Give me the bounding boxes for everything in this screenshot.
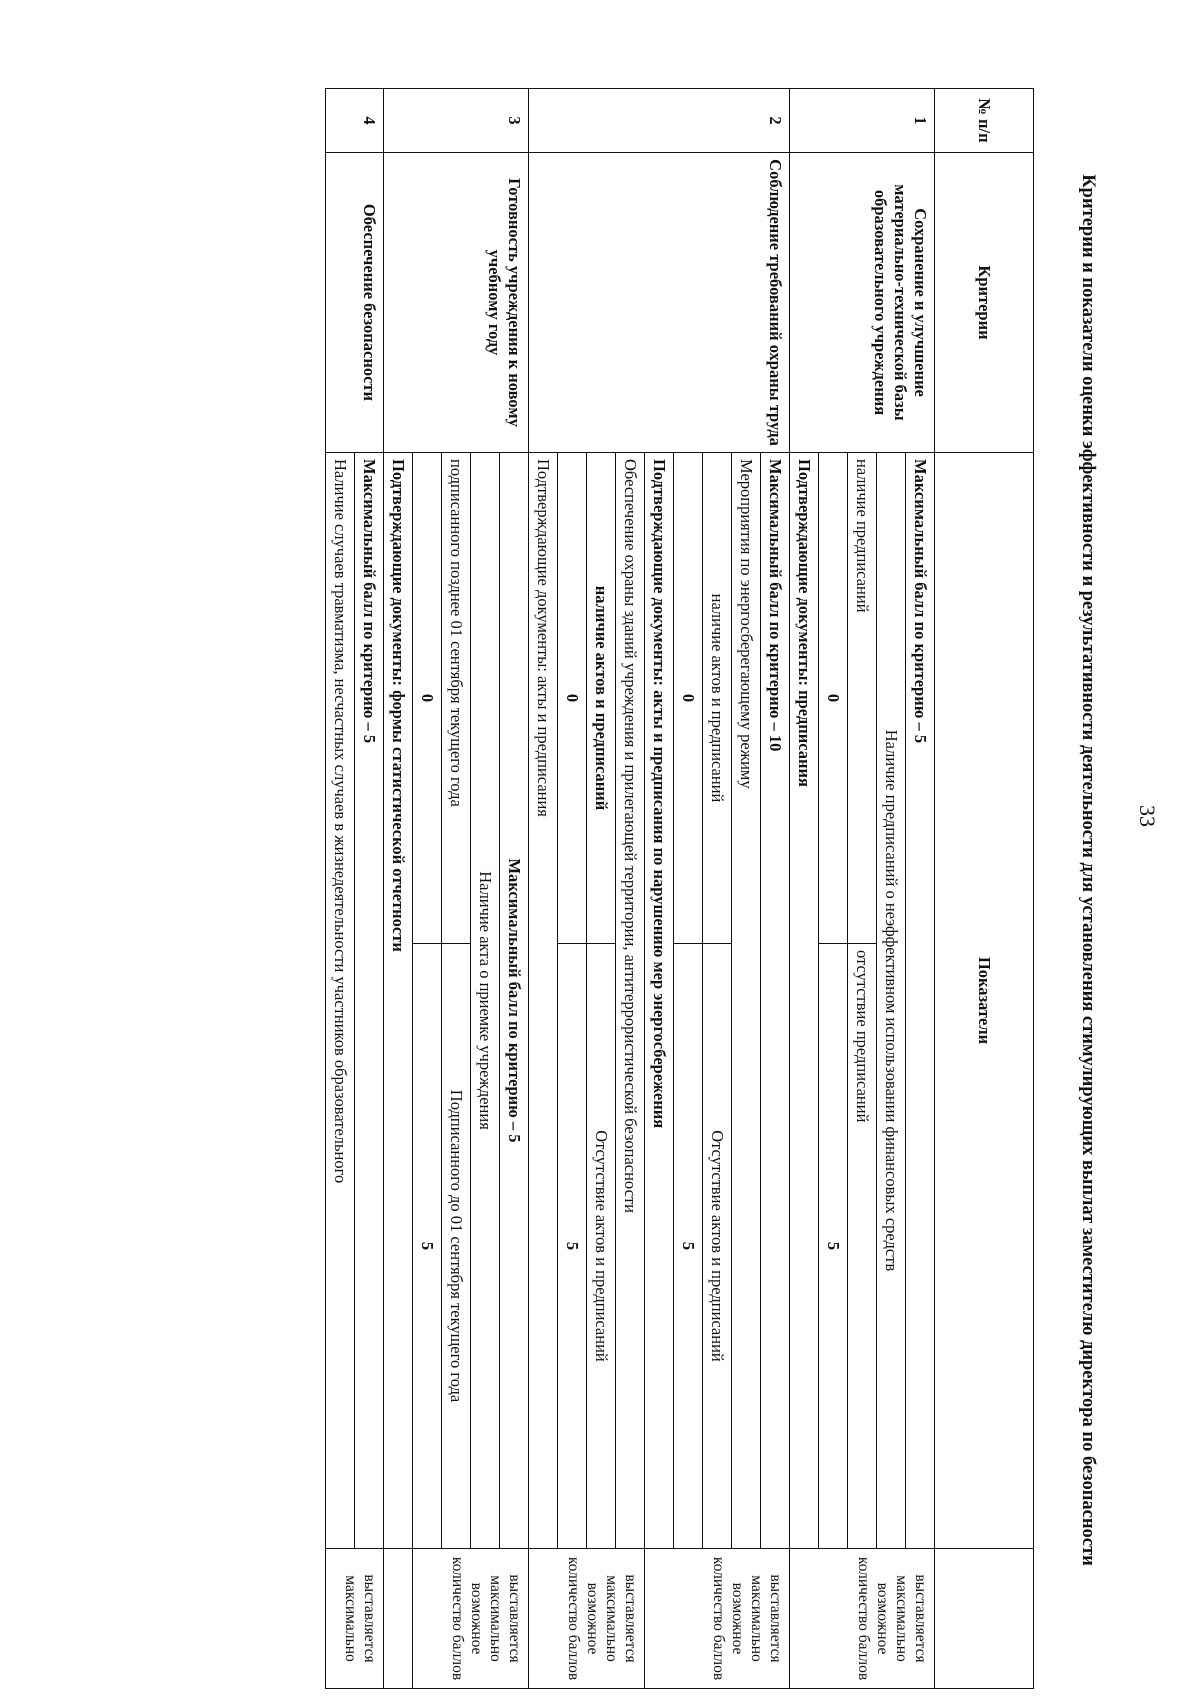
indicator-cell: Наличие предписаний о неэффективном использовании финансовых средств [877, 453, 906, 1549]
docs-label: Подтверждающие документы: акты и предписания по нарушению мер энергосбережения [650, 459, 669, 1129]
header-row [935, 89, 1034, 1689]
docs-cell: Подтверждающие документы: предписания [790, 453, 819, 1549]
empty-note-cell [384, 1549, 413, 1689]
note-cell: выставляется максимально возможное количество баллов [413, 1549, 529, 1689]
indicator-cell: Обеспечение охраны зданий учреждения и прилегающей территории, антитеррористической безопасности [616, 453, 645, 1549]
criterion-cell: Готовность учреждения к новому учебному году [384, 153, 529, 453]
left-label: наличие актов и предписаний [703, 453, 732, 944]
table-row [500, 89, 529, 1689]
right-label: отсутствие предписаний [848, 944, 877, 1549]
right-value: 5 [819, 944, 848, 1549]
criterion-cell: Обеспечение безопасности [326, 153, 384, 453]
left-value: 0 [413, 453, 442, 944]
docs-cell: Подтверждающие документы: акты и предписания [529, 453, 558, 1549]
row-number: 3 [384, 89, 529, 153]
note-cell: выставляется максимально возможное количество баллов [790, 1549, 935, 1689]
left-value: 0 [819, 453, 848, 944]
page-number: 33 [1135, 805, 1160, 827]
left-label: подписанного позднее 01 сентября текущего года [442, 453, 471, 944]
left-value: 0 [558, 453, 587, 944]
note-cell: выставляется максимально возможное количество баллов [645, 1549, 790, 1689]
left-label: наличие предписаний [848, 453, 877, 944]
right-value: 5 [558, 944, 587, 1549]
note-cell: выставляется максимально возможное количество баллов [529, 1549, 645, 1689]
right-value: 5 [674, 944, 703, 1549]
indicator-cell: Мероприятия по энергосберегающему режиму [732, 453, 761, 1549]
max-score: Максимальный балл по критерию – 10 [761, 453, 790, 1549]
row-number: 4 [326, 89, 384, 153]
table-row [906, 89, 935, 1689]
left-value: 0 [674, 453, 703, 944]
docs-cell: Подтверждающие документы: формы статистической отчетности [384, 453, 413, 1549]
indicator-cell: Наличие акта о приемке учреждения [471, 453, 500, 1549]
right-label: Отсутствие актов и предписаний [703, 944, 732, 1549]
note-cell: выставляется максимально [326, 1549, 384, 1689]
criteria-table [325, 88, 1034, 1689]
right-value: 5 [413, 944, 442, 1549]
left-label: наличие актов и предписаний [587, 453, 616, 944]
table-row [355, 89, 384, 1689]
right-label: Отсутствие актов и предписаний [587, 944, 616, 1549]
table-row [761, 89, 790, 1689]
right-label: Подписанного до 01 сентября текущего года [442, 944, 471, 1549]
row-number: 2 [529, 89, 790, 153]
criterion-cell: Сохранение и улучшение материально-технической базы образовательного учреждения [790, 153, 935, 453]
document-title: Критерии и показатели оценки эффективности и результативности деятельности для установления стимулирующих выплат заместителю директора по безопасности [1078, 174, 1098, 1566]
criterion-cell: Соблюдение требований охраны труда [529, 153, 790, 453]
max-score: Максимальный балл по критерию – 5 [355, 453, 384, 1549]
max-score: Максимальный балл по критерию – 5 [906, 453, 935, 1549]
header-indicators: Показатели [935, 453, 1034, 1549]
row-number: 1 [790, 89, 935, 153]
docs-cell [645, 453, 674, 1549]
indicator-cell: Наличие случаев травматизма, несчастных случаев в жизнедеятельности участников образовательного [326, 453, 355, 1549]
header-note [935, 1549, 1034, 1689]
max-score: Максимальный балл по критерию – 5 [500, 453, 529, 1549]
header-num: № п/п [935, 89, 1034, 153]
header-criteria: Критерии [935, 153, 1034, 453]
